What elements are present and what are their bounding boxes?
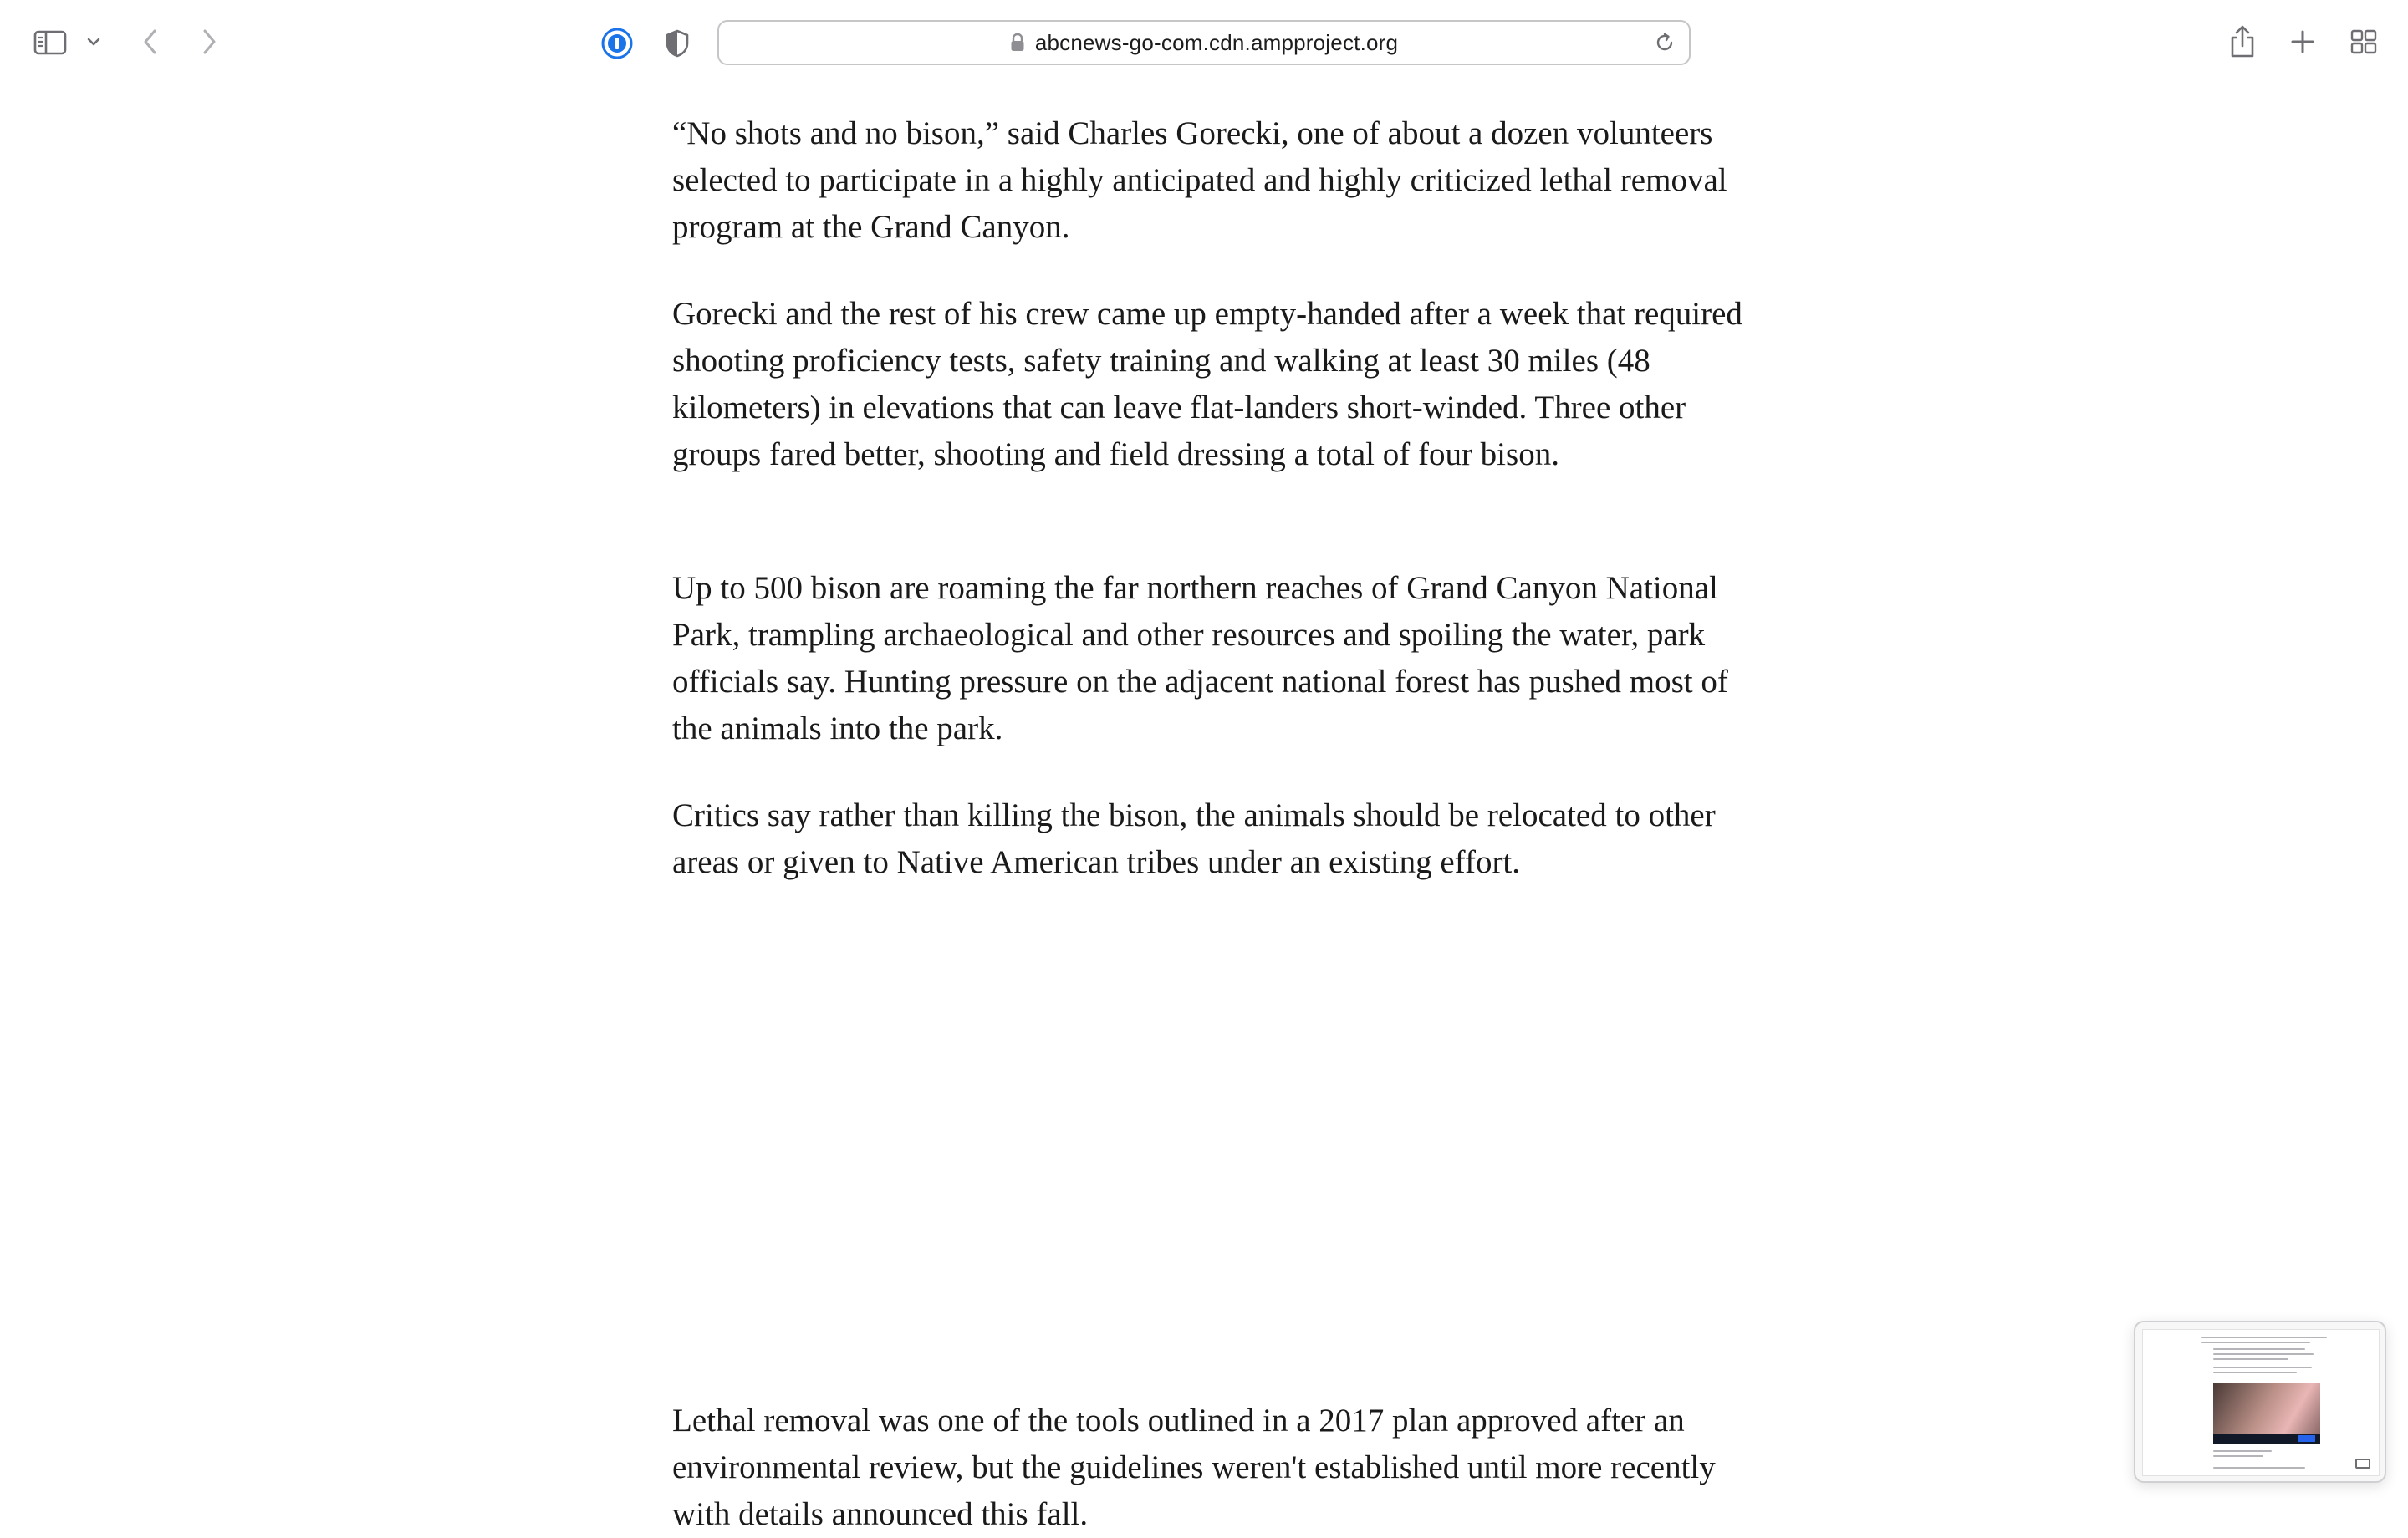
privacy-report-button[interactable]: [661, 25, 694, 62]
reload-button[interactable]: [1652, 30, 1677, 55]
article-paragraph: Gorecki and the rest of his crew came up empty-handed after a week that required shooting proficiency tests, safety training and walking at least 30 miles (48 kilometers) in elevations that can leave flat-landers short-winded. Three other groups fared better, shooting and field dressing a total of four bison.: [672, 296, 1742, 472]
share-button[interactable]: [2226, 22, 2259, 62]
sidebar-menu-button[interactable]: [84, 32, 104, 52]
ad-placeholder: [672, 919, 1742, 1337]
article-paragraph: Up to 500 bison are roaming the far northern reaches of Grand Canyon National Park, trampling archaeological and other resources and spoiling the water, park officials say. Hunting pressure on the adjacent national forest has pushed most of the animals into the park.: [672, 570, 1728, 746]
preview-thumbnail: [2142, 1329, 2380, 1476]
lock-icon: [1010, 33, 1025, 53]
sidebar-icon: [33, 29, 67, 56]
address-bar[interactable]: [717, 20, 1691, 65]
article-paragraph: Critics say rather than killing the bison, the animals should be relocated to other areas or given to Native American tribes under an existing effort.: [672, 797, 1716, 880]
chevron-down-icon: [86, 37, 101, 47]
sidebar-button[interactable]: [32, 27, 69, 59]
password-manager-button[interactable]: [599, 25, 635, 62]
tab-overview-button[interactable]: [2346, 25, 2381, 59]
browser-toolbar: [0, 0, 2408, 87]
shield-icon: [665, 28, 690, 59]
article-paragraph: Lethal removal was one of the tools outlined in a 2017 plan approved after an environmental review, but the guidelines weren't established until more recently with details announced this fall.: [672, 1403, 1716, 1532]
video-thumbnail: [2213, 1383, 2320, 1444]
new-tab-button[interactable]: [2286, 25, 2319, 59]
grid-icon: [2350, 28, 2377, 55]
floating-video-preview[interactable]: [2134, 1321, 2386, 1483]
back-button[interactable]: [135, 25, 166, 59]
article-paragraph: “No shots and no bison,” said Charles Gorecki, one of about a dozen volunteers selected to participate in a highly anticipated and highly criticized lethal removal program at the Grand Canyon.: [672, 115, 1727, 245]
expand-icon: [2355, 1459, 2370, 1469]
reload-icon: [1654, 32, 1676, 53]
share-icon: [2229, 24, 2256, 59]
url-display: [1010, 30, 1398, 56]
url-text: abcnews-go-com.cdn.ampproject.org: [1034, 29, 1399, 55]
chevron-right-icon: [200, 28, 218, 56]
1password-icon: [600, 27, 634, 60]
forward-button[interactable]: [194, 25, 224, 59]
chevron-left-icon: [141, 28, 160, 56]
plus-icon: [2290, 29, 2315, 54]
